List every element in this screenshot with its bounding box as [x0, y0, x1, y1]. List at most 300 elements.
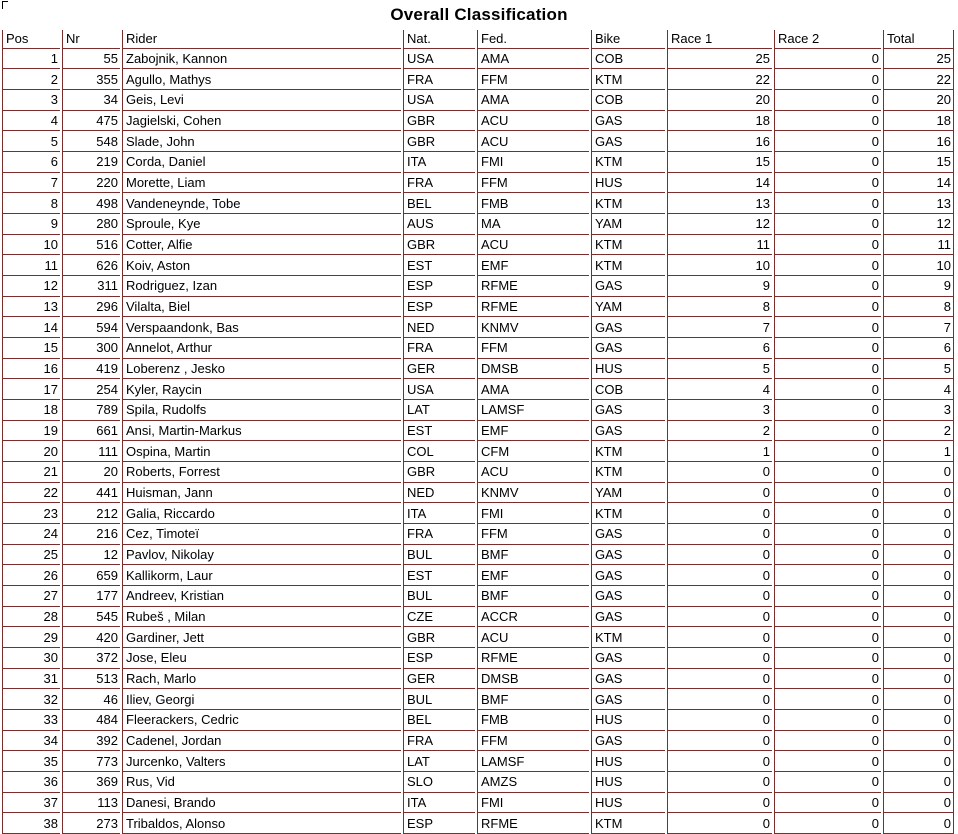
cell-total: 0 [883, 793, 954, 814]
cell-race1: 0 [667, 793, 772, 814]
cell-race2: 0 [774, 152, 881, 173]
cell-race1: 2 [667, 421, 772, 442]
cell-race1: 10 [667, 255, 772, 276]
cell-total: 0 [883, 565, 954, 586]
cell-nr: 219 [62, 152, 120, 173]
cell-race1: 9 [667, 276, 772, 297]
table-row [2, 359, 954, 380]
cell-race1: 16 [667, 131, 772, 152]
cell-fed: FMB [477, 710, 589, 731]
cell-total: 0 [883, 772, 954, 793]
cell-total: 0 [883, 524, 954, 545]
cell-fed: RFME [477, 648, 589, 669]
cell-nat: FRA [403, 173, 475, 194]
cell-total: 20 [883, 90, 954, 111]
cell-rider: Fleerackers, Cedric [122, 710, 401, 731]
table-row [2, 586, 954, 607]
cell-race1: 0 [667, 607, 772, 628]
cell-nat: GER [403, 359, 475, 380]
cell-total: 0 [883, 545, 954, 566]
cell-pos: 25 [2, 545, 60, 566]
table-row [2, 524, 954, 545]
cell-total: 14 [883, 173, 954, 194]
page-title: Overall Classification [390, 5, 568, 24]
cell-race1: 7 [667, 317, 772, 338]
cell-bike: GAS [591, 317, 665, 338]
cell-nr: 661 [62, 421, 120, 442]
table-row [2, 710, 954, 731]
cell-nr: 513 [62, 669, 120, 690]
cell-rider: Loberenz , Jesko [122, 359, 401, 380]
cell-bike: GAS [591, 607, 665, 628]
cell-nat: ESP [403, 276, 475, 297]
cell-nat: ITA [403, 793, 475, 814]
cell-rider: Verspaandonk, Bas [122, 317, 401, 338]
cell-bike: GAS [591, 421, 665, 442]
cell-bike: GAS [591, 400, 665, 421]
table-row [2, 648, 954, 669]
cell-bike: GAS [591, 669, 665, 690]
cell-bike: KTM [591, 627, 665, 648]
cell-pos: 6 [2, 152, 60, 173]
cell-rider: Rus, Vid [122, 772, 401, 793]
cell-nat: USA [403, 90, 475, 111]
cell-bike: KTM [591, 441, 665, 462]
cell-total: 4 [883, 379, 954, 400]
table-row [2, 90, 954, 111]
cell-nr: 216 [62, 524, 120, 545]
cell-race2: 0 [774, 627, 881, 648]
cell-bike: GAS [591, 731, 665, 752]
cell-race1: 0 [667, 731, 772, 752]
cell-bike: GAS [591, 131, 665, 152]
cell-pos: 27 [2, 586, 60, 607]
cell-bike: COB [591, 379, 665, 400]
cell-nr: 177 [62, 586, 120, 607]
table-row [2, 462, 954, 483]
cell-nr: 789 [62, 400, 120, 421]
cell-total: 8 [883, 297, 954, 318]
cell-nr: 594 [62, 317, 120, 338]
col-header-nat: Nat. [403, 30, 475, 49]
cell-fed: EMF [477, 565, 589, 586]
cell-nr: 220 [62, 173, 120, 194]
cell-rider: Annelot, Arthur [122, 338, 401, 359]
cell-nat: GBR [403, 627, 475, 648]
cell-race1: 0 [667, 710, 772, 731]
cell-rider: Iliev, Georgi [122, 689, 401, 710]
table-row [2, 317, 954, 338]
cell-rider: Roberts, Forrest [122, 462, 401, 483]
cell-race2: 0 [774, 751, 881, 772]
cell-race1: 0 [667, 586, 772, 607]
cell-race2: 0 [774, 131, 881, 152]
cell-race2: 0 [774, 793, 881, 814]
cell-nat: GBR [403, 111, 475, 132]
cell-race2: 0 [774, 565, 881, 586]
cell-pos: 16 [2, 359, 60, 380]
cell-race2: 0 [774, 524, 881, 545]
cell-rider: Zabojnik, Kannon [122, 49, 401, 70]
cell-fed: RFME [477, 276, 589, 297]
cell-nr: 20 [62, 462, 120, 483]
cell-rider: Jose, Eleu [122, 648, 401, 669]
cell-fed: ACU [477, 627, 589, 648]
cell-bike: GAS [591, 524, 665, 545]
cell-rider: Sproule, Kye [122, 214, 401, 235]
cell-race1: 18 [667, 111, 772, 132]
cell-nr: 659 [62, 565, 120, 586]
table-row [2, 421, 954, 442]
cell-race1: 0 [667, 483, 772, 504]
cell-race1: 0 [667, 565, 772, 586]
cell-rider: Huisman, Jann [122, 483, 401, 504]
cell-race2: 0 [774, 49, 881, 70]
cell-bike: YAM [591, 483, 665, 504]
cell-pos: 7 [2, 173, 60, 194]
cell-race2: 0 [774, 689, 881, 710]
cell-rider: Kallikorm, Laur [122, 565, 401, 586]
cell-nat: BUL [403, 586, 475, 607]
cell-nr: 12 [62, 545, 120, 566]
cell-race2: 0 [774, 235, 881, 256]
cell-race2: 0 [774, 297, 881, 318]
table-row [2, 627, 954, 648]
cell-nr: 254 [62, 379, 120, 400]
cell-nat: COL [403, 441, 475, 462]
cell-pos: 13 [2, 297, 60, 318]
cell-total: 0 [883, 689, 954, 710]
cell-pos: 19 [2, 421, 60, 442]
cell-fed: FFM [477, 173, 589, 194]
cell-pos: 22 [2, 483, 60, 504]
cell-fed: ACU [477, 111, 589, 132]
cell-race2: 0 [774, 359, 881, 380]
cell-rider: Ospina, Martin [122, 441, 401, 462]
cell-race1: 12 [667, 214, 772, 235]
cell-fed: AMA [477, 90, 589, 111]
cell-nat: FRA [403, 69, 475, 90]
cell-bike: YAM [591, 214, 665, 235]
cell-race2: 0 [774, 379, 881, 400]
cell-race1: 0 [667, 627, 772, 648]
cell-rider: Pavlov, Nikolay [122, 545, 401, 566]
table-row [2, 400, 954, 421]
col-header-race1: Race 1 [667, 30, 772, 49]
cell-race2: 0 [774, 90, 881, 111]
cell-pos: 15 [2, 338, 60, 359]
cell-race2: 0 [774, 483, 881, 504]
cell-bike: KTM [591, 69, 665, 90]
cell-total: 7 [883, 317, 954, 338]
cell-race2: 0 [774, 111, 881, 132]
cell-bike: HUS [591, 772, 665, 793]
cell-nat: FRA [403, 731, 475, 752]
cell-nr: 369 [62, 772, 120, 793]
cell-nat: ESP [403, 813, 475, 834]
cell-race2: 0 [774, 255, 881, 276]
cell-race2: 0 [774, 338, 881, 359]
cell-nat: EST [403, 255, 475, 276]
cell-fed: AMZS [477, 772, 589, 793]
cell-fed: BMF [477, 689, 589, 710]
cell-fed: LAMSF [477, 751, 589, 772]
cell-race1: 0 [667, 772, 772, 793]
cell-total: 15 [883, 152, 954, 173]
cell-nr: 498 [62, 193, 120, 214]
cell-total: 13 [883, 193, 954, 214]
cell-race1: 0 [667, 751, 772, 772]
cell-pos: 12 [2, 276, 60, 297]
table-row [2, 152, 954, 173]
cell-fed: ACU [477, 131, 589, 152]
cell-race2: 0 [774, 276, 881, 297]
cell-total: 5 [883, 359, 954, 380]
cell-fed: AMA [477, 379, 589, 400]
cell-race1: 14 [667, 173, 772, 194]
cell-nat: NED [403, 483, 475, 504]
cell-rider: Kyler, Raycin [122, 379, 401, 400]
table-row [2, 689, 954, 710]
cell-total: 0 [883, 586, 954, 607]
cell-pos: 20 [2, 441, 60, 462]
cell-rider: Jurcenko, Valters [122, 751, 401, 772]
cell-total: 0 [883, 627, 954, 648]
cell-race1: 22 [667, 69, 772, 90]
cell-race2: 0 [774, 69, 881, 90]
table-row [2, 131, 954, 152]
cell-nr: 372 [62, 648, 120, 669]
cell-total: 0 [883, 751, 954, 772]
table-row [2, 565, 954, 586]
cell-nr: 113 [62, 793, 120, 814]
col-header-total: Total [883, 30, 954, 49]
cell-total: 22 [883, 69, 954, 90]
cell-bike: COB [591, 90, 665, 111]
table-row [2, 607, 954, 628]
table-row [2, 545, 954, 566]
cell-rider: Rach, Marlo [122, 669, 401, 690]
cell-fed: FMI [477, 793, 589, 814]
cell-total: 0 [883, 483, 954, 504]
cell-race2: 0 [774, 669, 881, 690]
cell-rider: Spila, Rudolfs [122, 400, 401, 421]
cell-total: 2 [883, 421, 954, 442]
cell-nr: 420 [62, 627, 120, 648]
cell-pos: 21 [2, 462, 60, 483]
cell-race1: 15 [667, 152, 772, 173]
cell-pos: 34 [2, 731, 60, 752]
cell-race2: 0 [774, 586, 881, 607]
cell-race2: 0 [774, 648, 881, 669]
cell-pos: 37 [2, 793, 60, 814]
cell-bike: HUS [591, 793, 665, 814]
cell-rider: Rubeš , Milan [122, 607, 401, 628]
cell-race2: 0 [774, 607, 881, 628]
cell-race1: 6 [667, 338, 772, 359]
cell-nat: ITA [403, 503, 475, 524]
cell-race1: 4 [667, 379, 772, 400]
table-row [2, 235, 954, 256]
cell-bike: COB [591, 49, 665, 70]
cell-fed: CFM [477, 441, 589, 462]
cell-rider: Andreev, Kristian [122, 586, 401, 607]
cell-race1: 0 [667, 689, 772, 710]
cell-nat: CZE [403, 607, 475, 628]
cell-rider: Cadenel, Jordan [122, 731, 401, 752]
table-row [2, 483, 954, 504]
cell-fed: EMF [477, 255, 589, 276]
cell-fed: RFME [477, 297, 589, 318]
table-row [2, 338, 954, 359]
col-header-nr: Nr [62, 30, 120, 49]
cell-race2: 0 [774, 317, 881, 338]
cell-fed: FMB [477, 193, 589, 214]
cell-fed: FMI [477, 503, 589, 524]
cell-race1: 0 [667, 648, 772, 669]
cell-nr: 300 [62, 338, 120, 359]
cell-pos: 17 [2, 379, 60, 400]
col-header-rider: Rider [122, 30, 401, 49]
cell-total: 1 [883, 441, 954, 462]
table-row [2, 111, 954, 132]
cell-fed: FFM [477, 731, 589, 752]
cell-fed: LAMSF [477, 400, 589, 421]
cell-nr: 545 [62, 607, 120, 628]
cell-nat: EST [403, 421, 475, 442]
cell-pos: 28 [2, 607, 60, 628]
cell-nat: AUS [403, 214, 475, 235]
cell-fed: DMSB [477, 359, 589, 380]
cell-bike: GAS [591, 565, 665, 586]
table-row [2, 441, 954, 462]
cell-fed: FFM [477, 69, 589, 90]
cell-pos: 29 [2, 627, 60, 648]
cell-rider: Tribaldos, Alonso [122, 813, 401, 834]
cell-rider: Geis, Levi [122, 90, 401, 111]
cell-race1: 13 [667, 193, 772, 214]
cell-nr: 55 [62, 49, 120, 70]
cell-total: 0 [883, 503, 954, 524]
cell-rider: Agullo, Mathys [122, 69, 401, 90]
cell-fed: KNMV [477, 483, 589, 504]
cell-race1: 0 [667, 545, 772, 566]
cell-rider: Morette, Liam [122, 173, 401, 194]
cell-race1: 11 [667, 235, 772, 256]
cell-nr: 34 [62, 90, 120, 111]
cell-pos: 31 [2, 669, 60, 690]
cell-total: 9 [883, 276, 954, 297]
cell-nat: GER [403, 669, 475, 690]
table-row [2, 751, 954, 772]
cell-race2: 0 [774, 421, 881, 442]
cell-total: 3 [883, 400, 954, 421]
cell-fed: ACCR [477, 607, 589, 628]
results-table [0, 30, 956, 834]
cell-nr: 311 [62, 276, 120, 297]
cell-race1: 0 [667, 462, 772, 483]
cell-nr: 111 [62, 441, 120, 462]
cell-bike: GAS [591, 648, 665, 669]
col-header-race2: Race 2 [774, 30, 881, 49]
cell-bike: KTM [591, 235, 665, 256]
cell-fed: DMSB [477, 669, 589, 690]
cell-rider: Rodriguez, Izan [122, 276, 401, 297]
cell-nr: 355 [62, 69, 120, 90]
cell-bike: GAS [591, 586, 665, 607]
cell-nat: GBR [403, 462, 475, 483]
cell-race1: 0 [667, 813, 772, 834]
cell-pos: 9 [2, 214, 60, 235]
cell-total: 0 [883, 669, 954, 690]
cell-race1: 8 [667, 297, 772, 318]
cell-race1: 0 [667, 669, 772, 690]
cell-pos: 4 [2, 111, 60, 132]
col-header-fed: Fed. [477, 30, 589, 49]
cell-bike: KTM [591, 813, 665, 834]
table-row [2, 772, 954, 793]
cell-nat: BEL [403, 193, 475, 214]
cell-nat: ESP [403, 297, 475, 318]
cell-nat: NED [403, 317, 475, 338]
cell-nr: 475 [62, 111, 120, 132]
col-header-pos: Pos [2, 30, 60, 49]
cell-nat: ESP [403, 648, 475, 669]
cell-bike: HUS [591, 710, 665, 731]
cell-nat: USA [403, 49, 475, 70]
cell-race1: 25 [667, 49, 772, 70]
cell-fed: FFM [477, 524, 589, 545]
cell-pos: 3 [2, 90, 60, 111]
cell-rider: Cez, Timoteï [122, 524, 401, 545]
cell-pos: 11 [2, 255, 60, 276]
cell-nr: 419 [62, 359, 120, 380]
cell-total: 0 [883, 607, 954, 628]
cell-race2: 0 [774, 462, 881, 483]
cell-total: 16 [883, 131, 954, 152]
cell-rider: Danesi, Brando [122, 793, 401, 814]
cell-bike: YAM [591, 297, 665, 318]
table-row [2, 669, 954, 690]
cell-pos: 18 [2, 400, 60, 421]
cell-bike: KTM [591, 462, 665, 483]
cell-rider: Ansi, Martin-Markus [122, 421, 401, 442]
cell-nat: FRA [403, 338, 475, 359]
cell-race2: 0 [774, 503, 881, 524]
cell-fed: KNMV [477, 317, 589, 338]
cell-pos: 35 [2, 751, 60, 772]
cell-fed: ACU [477, 462, 589, 483]
cell-bike: KTM [591, 193, 665, 214]
cell-race2: 0 [774, 545, 881, 566]
cell-pos: 26 [2, 565, 60, 586]
cell-nat: BEL [403, 710, 475, 731]
cell-nr: 441 [62, 483, 120, 504]
cell-nat: GBR [403, 131, 475, 152]
cell-pos: 36 [2, 772, 60, 793]
cell-bike: GAS [591, 276, 665, 297]
cell-race2: 0 [774, 731, 881, 752]
cell-nr: 392 [62, 731, 120, 752]
cell-bike: GAS [591, 545, 665, 566]
table-row [2, 276, 954, 297]
cell-race1: 5 [667, 359, 772, 380]
cell-pos: 10 [2, 235, 60, 256]
cell-fed: EMF [477, 421, 589, 442]
cell-race2: 0 [774, 214, 881, 235]
cell-total: 11 [883, 235, 954, 256]
cell-total: 0 [883, 648, 954, 669]
